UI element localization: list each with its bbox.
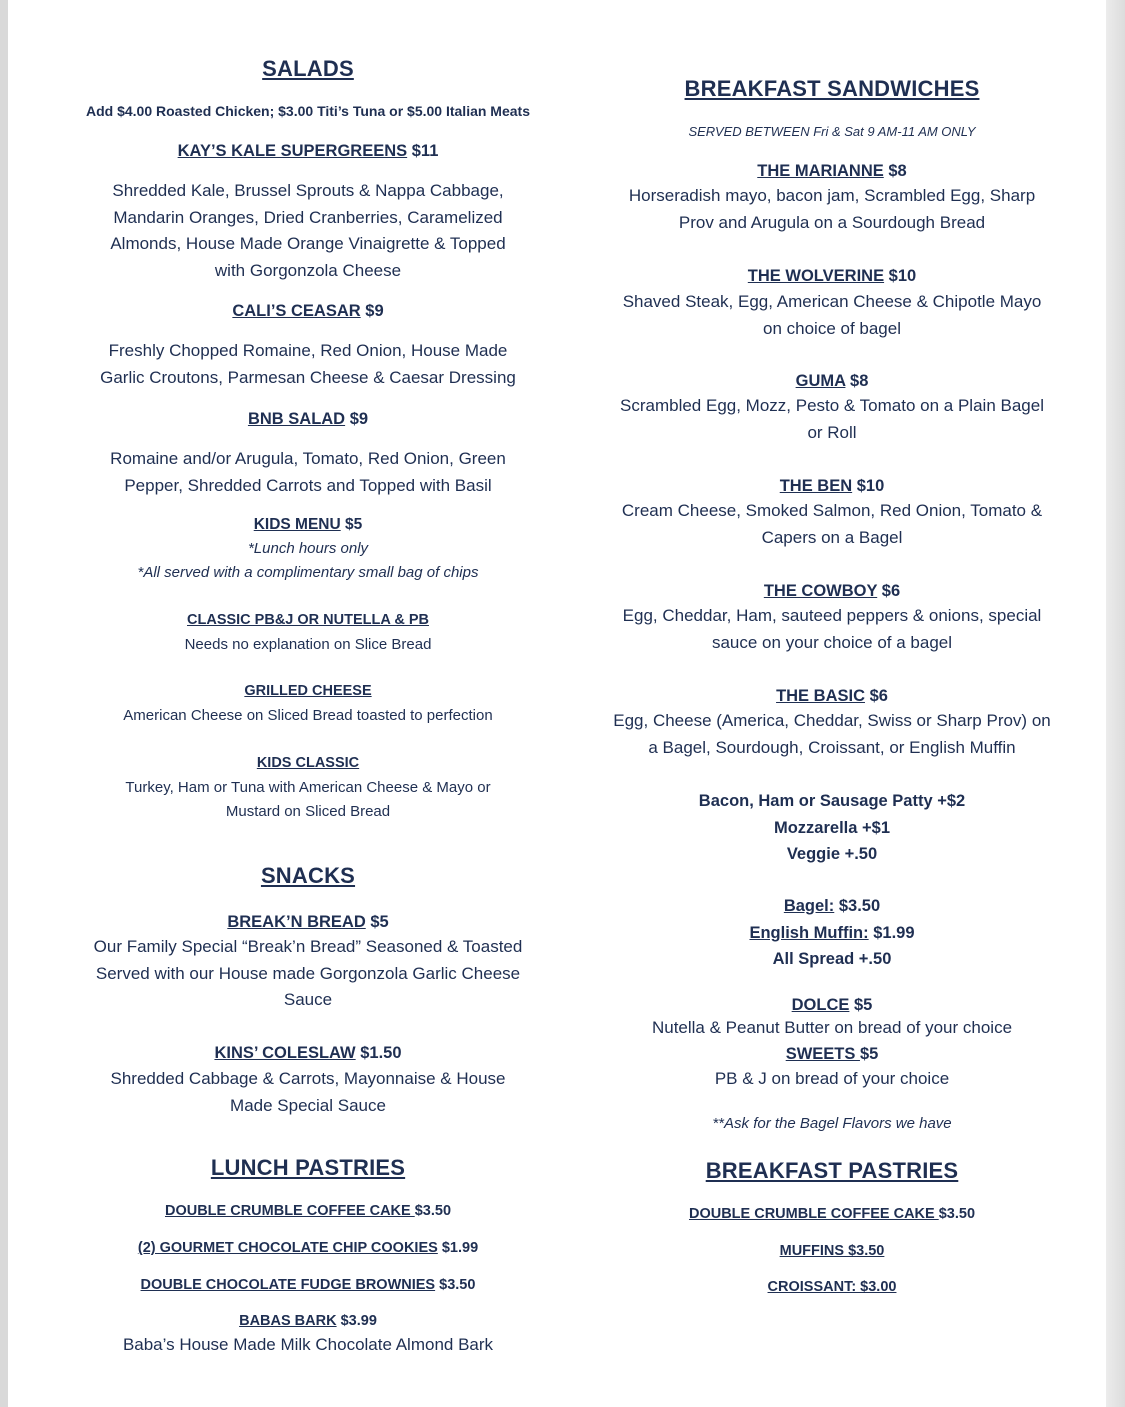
kids-item-desc: Needs no explanation on Slice Bread (184, 636, 432, 653)
sandwich-item-desc: Cream Cheese, Smoked Salmon, Red Onion, Tomato & Capers on a Bagel (621, 501, 1043, 547)
lunch-pastry-item: (2) GOURMET CHOCOLATE CHIP COOKIES $1.99 (137, 1240, 479, 1256)
breakfast-pastries-heading: BREAKFAST PASTRIES (705, 1158, 959, 1183)
kids-item-desc: American Cheese on Sliced Bread toasted to perfection (123, 707, 493, 724)
page-edge (1106, 0, 1125, 1407)
breakfast-pastry-item: MUFFINS $3.50 (779, 1243, 885, 1259)
lunch-pastries-heading: LUNCH PASTRIES (210, 1155, 406, 1180)
salads-heading: SALADS (262, 56, 354, 81)
sandwich-extras: Bacon, Ham or Sausage Patty +$2 Mozzarella +$1 Veggie +.50 (698, 792, 966, 863)
salad-item-desc: Freshly Chopped Romaine, Red Onion, House Made Garlic Croutons, Parmesan Cheese & Caesar Dressing (100, 341, 516, 387)
sweets-title: SWEETS $5 (785, 1045, 879, 1063)
sandwich-item-desc: Horseradish mayo, bacon jam, Scrambled Egg, Sharp Prov and Arugula on a Sourdough Bread (628, 186, 1036, 232)
bagel-side-prices: Bagel: $3.50 English Muffin: $1.99 All Spread +.50 (749, 897, 915, 968)
babas-bark-title: BABAS BARK $3.99 (239, 1313, 377, 1329)
sandwich-item-desc: Egg, Cheddar, Ham, sauteed peppers & onions, special sauce on your choice of a bagel (622, 606, 1042, 652)
breakfast-pastry-item: CROISSANT: $3.00 (767, 1279, 897, 1295)
menu-page (8, 0, 1106, 1407)
snack-item-desc: Our Family Special “Break’n Bread” Seasoned & Toasted Served with our House made Gorgonzola Garlic Cheese Sauce (93, 937, 523, 1009)
salad-item-title: KAY’S KALE SUPERGREENS $11 (177, 142, 439, 160)
sandwich-item-desc: Scrambled Egg, Mozz, Pesto & Tomato on a Plain Bagel or Roll (620, 396, 1044, 442)
sweets-desc: PB & J on bread of your choice (714, 1069, 950, 1088)
snack-item-title: BREAK’N BREAD $5 (227, 913, 389, 931)
kids-item-title: GRILLED CHEESE (244, 683, 372, 699)
breakfast-hours-note: SERVED BETWEEN Fri & Sat 9 AM-11 AM ONLY (688, 124, 976, 139)
dolce-title: DOLCE $5 (791, 996, 873, 1014)
salad-item-title: BNB SALAD $9 (247, 410, 369, 428)
sandwich-item-title: THE WOLVERINE $10 (747, 267, 917, 285)
lunch-pastry-item: DOUBLE CHOCOLATE FUDGE BROWNIES $3.50 (140, 1277, 476, 1293)
salad-item-title: CALI’S CEASAR $9 (232, 302, 384, 320)
salad-item-desc: Romaine and/or Arugula, Tomato, Red Onion, Green Pepper, Shredded Carrots and Topped with Basil (110, 449, 506, 495)
kids-item-title: CLASSIC PB&J OR NUTELLA & PB (187, 612, 429, 628)
sandwich-item-desc: Shaved Steak, Egg, American Cheese & Chipotle Mayo on choice of bagel (622, 292, 1042, 338)
sandwich-item-desc: Egg, Cheese (America, Cheddar, Swiss or Sharp Prov) on a Bagel, Sourdough, Croissant, or English Muffin (613, 711, 1051, 757)
lunch-pastry-item: DOUBLE CRUMBLE COFFEE CAKE $3.50 (164, 1203, 452, 1219)
breakfast-sandwiches-heading: BREAKFAST SANDWICHES (684, 76, 980, 101)
salad-item-desc: Shredded Kale, Brussel Sprouts & Nappa Cabbage, Mandarin Oranges, Dried Cranberries, Caramelized Almonds, House Made Orange Vinaigrette & Topped with Gorgonzola Cheese (110, 181, 506, 280)
bagel-flavors-note: **Ask for the Bagel Flavors we have (712, 1115, 952, 1132)
breakfast-pastry-item: DOUBLE CRUMBLE COFFEE CAKE $3.50 (688, 1206, 976, 1222)
kids-note: *Lunch hours only (247, 540, 369, 557)
sandwich-item-title: GUMA $8 (795, 372, 869, 390)
dolce-desc: Nutella & Peanut Butter on bread of your choice (651, 1018, 1013, 1037)
snack-item-title: KINS’ COLESLAW $1.50 (214, 1044, 402, 1062)
sandwich-item-title: THE BASIC $6 (776, 687, 888, 705)
kids-item-desc: Turkey, Ham or Tuna with American Cheese & Mayo or Mustard on Sliced Bread (125, 779, 491, 820)
sandwich-item-title: THE MARIANNE $8 (757, 162, 907, 180)
snack-item-desc: Shredded Cabbage & Carrots, Mayonnaise & House Made Special Sauce (110, 1069, 506, 1115)
babas-bark-desc: Baba’s House Made Milk Chocolate Almond Bark (122, 1335, 494, 1354)
sandwich-item-title: THE BEN $10 (779, 477, 885, 495)
kids-item-title: KIDS CLASSIC (256, 755, 360, 771)
salads-addons: Add $4.00 Roasted Chicken; $3.00 Titi’s Tuna or $5.00 Italian Meats (85, 103, 530, 119)
sandwich-item-title: THE COWBOY $6 (763, 582, 901, 600)
kids-note: *All served with a complimentary small bag of chips (137, 564, 479, 581)
snacks-heading: SNACKS (260, 863, 356, 888)
kids-menu-title: KIDS MENU $5 (253, 516, 363, 533)
